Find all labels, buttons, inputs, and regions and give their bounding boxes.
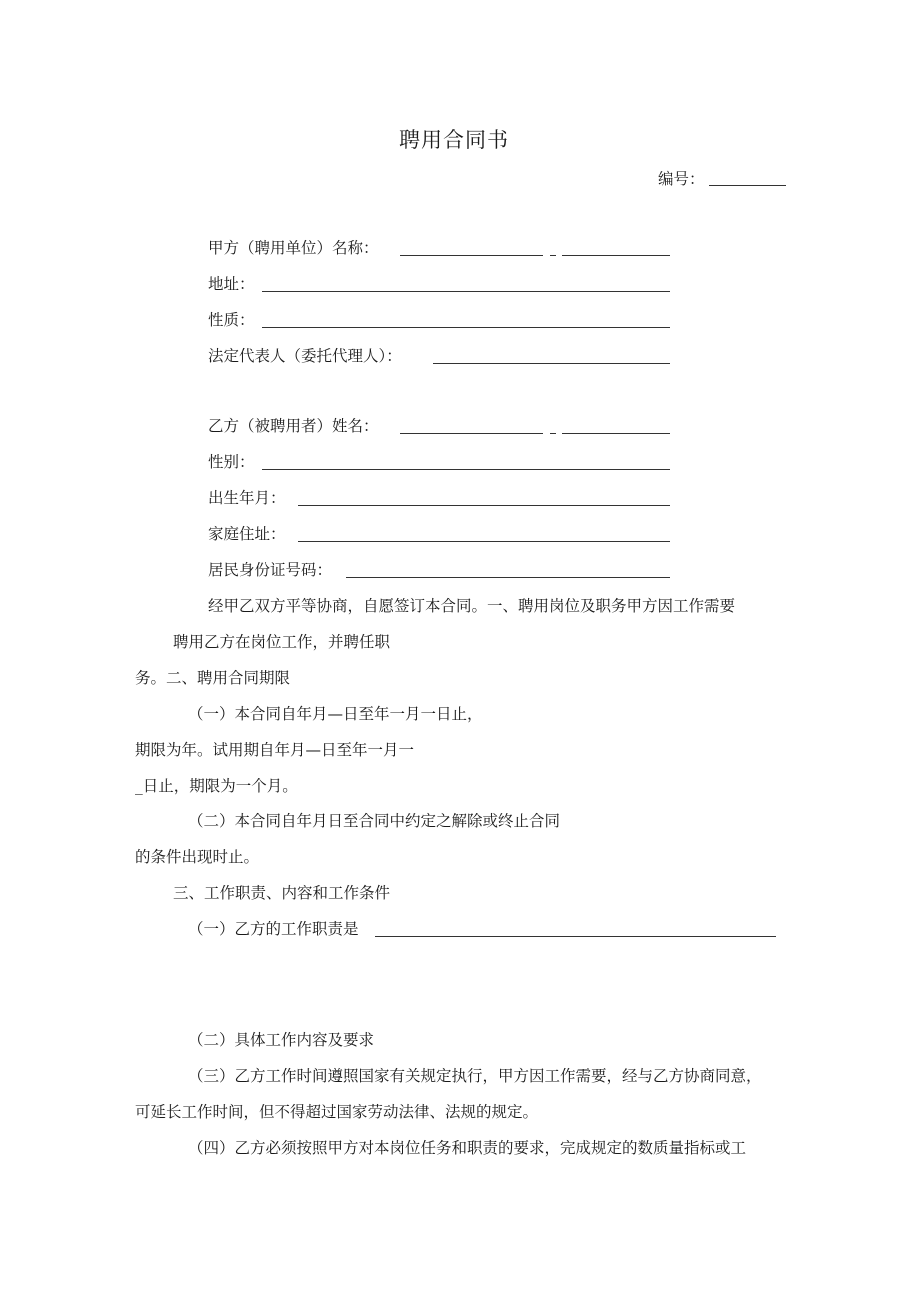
agreement-paragraph-line2: 聘用乙方在岗位工作，并聘任职 (173, 633, 391, 651)
party-a-representative-label: 法定代表人（委托代理人）： (208, 347, 402, 365)
party-b-home-address-blank[interactable] (298, 541, 670, 542)
party-b-id-number-label: 居民身份证号码： (208, 561, 333, 579)
party-b-name-blank[interactable] (400, 433, 543, 434)
agreement-paragraph-line1: 经甲乙双方平等协商，自愿签订本合同。一、聘用岗位及职务甲方因工作需要 (208, 597, 736, 615)
section-3-heading: 三、工作职责、内容和工作条件 (173, 884, 391, 902)
party-b-name-blank-mid (550, 433, 556, 434)
party-a-name-blank-tail[interactable] (562, 255, 670, 256)
term-clause-1-line1: （一）本合同自年月—日至年一月一日止， (188, 705, 483, 723)
term-clause-2-line2: 的条件出现时止。 (135, 848, 260, 866)
party-b-home-address-label: 家庭住址： (208, 525, 286, 543)
contract-number-label: 编号： (658, 170, 705, 188)
term-clause-1-line2: 期限为年。试用期自年月—日至年一月一 (135, 741, 415, 759)
party-a-nature-label: 性质： (208, 311, 255, 329)
party-b-name-label: 乙方（被聘用者）姓名： (208, 417, 379, 435)
term-clause-1-line3: _日止，期限为一个月。 (135, 777, 298, 795)
party-b-birth-label: 出生年月： (208, 489, 286, 507)
performance-item-line1: （四）乙方必须按照甲方对本岗位任务和职责的要求，完成规定的数质量指标或工 (188, 1139, 747, 1157)
duty-blank[interactable] (375, 936, 776, 937)
agreement-paragraph-line3: 务。二、聘用合同期限 (135, 669, 291, 687)
party-b-id-number-blank[interactable] (346, 577, 670, 578)
party-b-gender-label: 性别： (208, 453, 255, 471)
party-a-name-label: 甲方（聘用单位）名称： (208, 239, 379, 257)
document-title: 聘用合同书 (399, 128, 509, 152)
party-a-nature-blank[interactable] (262, 327, 670, 328)
party-a-address-blank[interactable] (262, 291, 670, 292)
party-b-birth-blank[interactable] (298, 505, 670, 506)
contract-number-blank[interactable] (709, 185, 786, 186)
work-hours-item-line2: 可延长工作时间，但不得超过国家劳动法律、法规的规定。 (135, 1103, 539, 1121)
party-a-name-blank-mid (550, 255, 556, 256)
party-a-address-label: 地址： (208, 275, 255, 293)
party-b-gender-blank[interactable] (262, 469, 670, 470)
party-a-representative-blank[interactable] (433, 363, 670, 364)
duty-label: （一）乙方的工作职责是 (188, 920, 359, 938)
term-clause-2-line1: （二）本合同自年月日至合同中约定之解除或终止合同 (188, 812, 561, 830)
party-b-name-blank-tail[interactable] (562, 433, 670, 434)
work-content-item: （二）具体工作内容及要求 (188, 1031, 375, 1049)
party-a-name-blank[interactable] (400, 255, 543, 256)
work-hours-item-line1: （三）乙方工作时间遵照国家有关规定执行，甲方因工作需要，经与乙方协商同意， (188, 1067, 762, 1085)
